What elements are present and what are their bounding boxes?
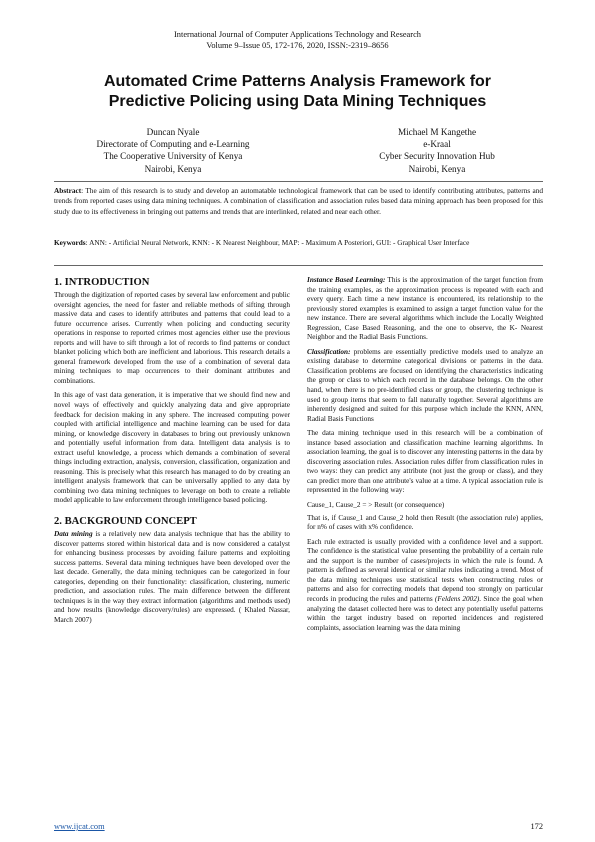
- confidence-text-b: Since the goal when analyzing the dataset collected here was to detect any potentially useful patterns within the target industry based on reported incidences and registered complaints, association learning was the data mining: [307, 594, 543, 632]
- page-number: 172: [530, 822, 543, 831]
- instance-based-learning-paragraph: [307, 276, 543, 343]
- abstract-text: : The aim of this research is to study and develop an automatable technological framework that can be used to identify contributing attributes, patterns and trends from reported cases using data mining techniques. A combination of classification and association rules based data mining approach has been proposed for this study due to its effectiveness in bringing out patterns and trends that are interlinked, related and near each other.: [54, 186, 543, 216]
- section-heading-introduction: 1. INTRODUCTION: [54, 277, 150, 288]
- term-classification: Classification:: [307, 347, 351, 356]
- author-organization: The Cooperative University of Kenya: [103, 151, 243, 162]
- title-line-2: Predictive Policing using Data Mining Techniques: [108, 92, 487, 110]
- author-block-1: [58, 126, 288, 175]
- keywords-bottom-rule: [54, 265, 543, 266]
- association-rule-formula: Cause_1, Cause_2 = > Result (or consequence): [307, 501, 445, 510]
- intro-paragraph-1: Through the digitization of reported cases by several law enforcement and public oversight agencies, the need for faster and reliable methods of sifting through massive data and cases to identify attributes and patterns that could lead to a future occurrence arises. Currently when policing and conducting security operations in response to reported crimes most agencies either use the previous reports and will have to sift through a lot of records to find patterns or conduct blanket policing which both are inefficient and laborious. This research details a general framework developed from the use of a combination of several data mining techniques to map occurrences to their dominant attributes and combinations.: [54, 291, 290, 385]
- left-column: [54, 276, 290, 631]
- journal-name: International Journal of Computer Applications Technology and Research: [174, 30, 421, 39]
- intro-paragraph-2: In this age of vast data generation, it is imperative that we should find new and novel ways of effectively and quickly analyzing data and give appropriate feedback for decision making in any sphere. The increased computing power coupled with artificial intelligence and machine learning can be used for data mining, or knowledge discovery in databases to bring out previously unknown and potentially useful information from data. Intelligent data analysis is to extract useful knowledge, a process which demands a combination of several things including extraction, analysis, conversion, classification, organization and reasoning. This is precisely what this research has managed to do by creating an intelligent analysis framework that can be universally applied to any data by combining two data mining techniques to leverage on both to create a reliable model applicable to law enforcement through intelligence based policing.: [54, 391, 290, 505]
- instance-based-learning-text: This is the approximation of the target function from the training examples, as the approximation process is repeated with each and every query. Each time a new instance is encountered, its relationship to the previously stored examples is examined to assign a target function value for the new instance. There are several algorithms which include the Locally Weighted Regression, Case Based Reasoning, and the one to observe, the K- Nearest Neighbor and the Radial Basis Functions.: [307, 276, 543, 342]
- confidence-text-a: Each rule extracted is usually provided with a confidence level and a support. The confidence is the statistical value presenting the probability of a certain rule and the support is the number of cases/projects in which the rule is found. A pattern is defined as several identical or similar rules indicating a trend. Most of the data mining techniques use statistical tests when constructing rules or patterns and also for correcting models that depend too strongly on particular records in producing the rules and patterns: [307, 537, 543, 603]
- association-rule-explanation: That is, if Cause_1 and Cause_2 hold then Result (the association rule) applies, for n% of cases with x% confidence.: [307, 513, 543, 532]
- author-department: Directorate of Computing and e-Learning: [96, 139, 250, 150]
- abstract-label: Abstract: [54, 186, 82, 195]
- author-organization: Cyber Security Innovation Hub: [379, 151, 495, 162]
- keywords: [54, 238, 543, 248]
- journal-header: [0, 30, 595, 51]
- background-paragraph-1: [54, 530, 290, 625]
- confidence-support-paragraph: [307, 538, 543, 633]
- abstract: [54, 186, 543, 217]
- section-heading-background: 2. BACKGROUND CONCEPT: [54, 516, 197, 528]
- term-data-mining: Data mining: [54, 530, 93, 539]
- author-block-2: [322, 126, 552, 175]
- right-column: [307, 276, 543, 638]
- title-line-1: Automated Crime Patterns Analysis Framework for: [103, 73, 492, 90]
- keywords-text: : ANN: - Artificial Neural Network, KNN: - K Nearest Neighbour, MAP: - Maximum A Posteriori, GUI: - Graphical User Interface: [85, 238, 470, 247]
- technique-paragraph: The data mining technique used in this research will be a combination of instance based association and classification machine learning algorithms. In association learning, the goal is to discover any interesting patterns in the data by discovering association rules. Association rules differ from classification rules in two ways: they can predict any attribute (not just the group or class), and they can predict more than one attribute's value at a time. A typical association rule is represented in the following way:: [307, 429, 543, 495]
- author-city: Nairobi, Kenya: [144, 163, 202, 174]
- paper-title: [40, 72, 555, 111]
- background-paragraph-1-text: is a relatively new data analysis technique that has the ability to discover patterns stored within historical data and is now considered a catalyst for enhancing business processes by avoiding failure patterns and exploiting success patterns. Several data mining techniques have been developed over the last decade. Generally, the data mining techniques can be categorized in four categories, depending on their functionality: classification, clustering, numeric prediction, and association rules. The main difference between the different techniques is in the way they extract information (algorithms and methods used) and how results (knowledge discovery/rules) are expressed. ( Khaled Nassar, March 2007): [54, 530, 290, 624]
- author-department: e-Kraal: [423, 139, 451, 150]
- classification-paragraph: [307, 348, 543, 424]
- author-name: Michael M Kangethe: [397, 127, 477, 137]
- abstract-top-rule: [54, 181, 543, 182]
- term-instance-based-learning: Instance Based Learning:: [307, 276, 386, 284]
- keywords-label: Keywords: [54, 238, 86, 247]
- author-name: Duncan Nyale: [146, 127, 200, 137]
- citation-feldens: (Feldens 2002).: [434, 594, 482, 603]
- journal-url-link[interactable]: www.ijcat.com: [54, 822, 105, 831]
- author-city: Nairobi, Kenya: [408, 163, 466, 174]
- journal-volume: Volume 9–Issue 05, 172-176, 2020, ISSN:-2319–8656: [206, 40, 389, 50]
- classification-text: problems are essentially predictive models used to analyze an existing database to determine categorical divisions or patterns in the data. Classification problems are focused on identifying the characteristics indicating the group or class to which each record in the database belongs. On the other hand, when there is no pre-identified class or group, the clustering technique is used to group items that seem to fall naturally together. Several algorithms are inherently designed and suited for this purpose which include the KNN, ANN, Radial Basis Functions: [307, 347, 543, 423]
